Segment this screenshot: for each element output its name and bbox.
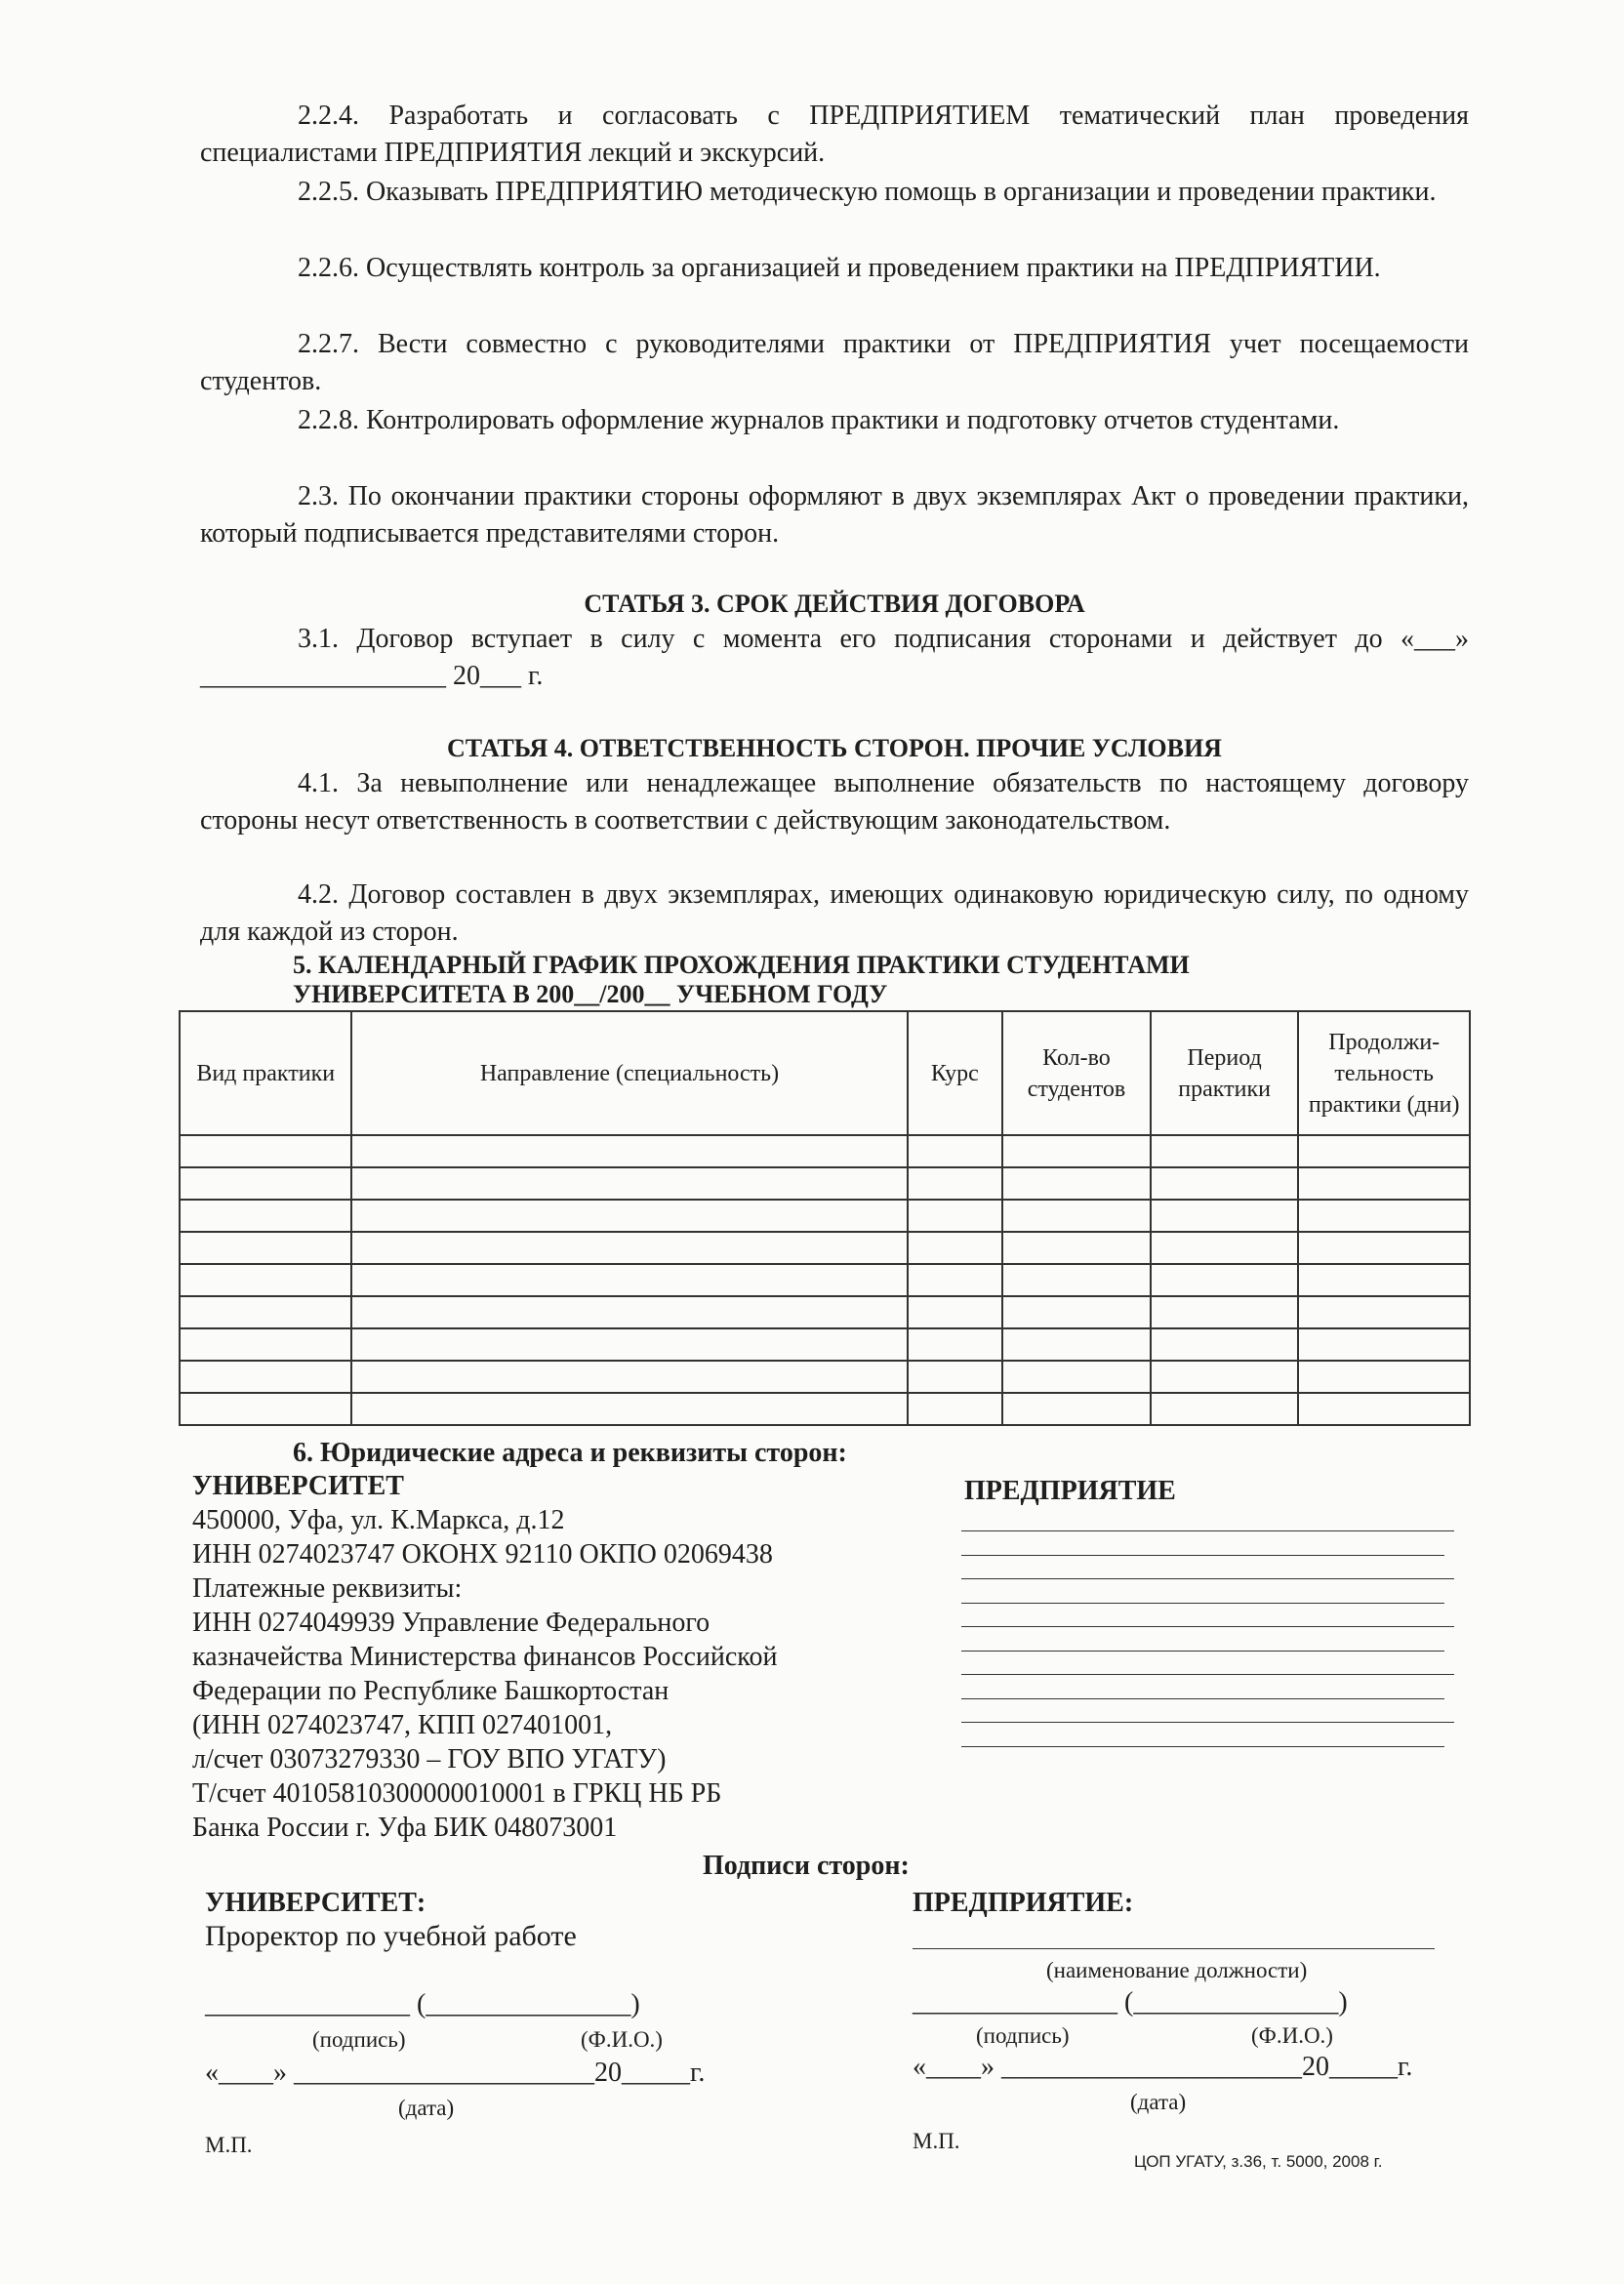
table-cell <box>351 1328 907 1361</box>
table-cell <box>1151 1200 1299 1232</box>
column-header: Направление (специальность) <box>351 1011 907 1135</box>
table-row <box>180 1296 1470 1328</box>
table-row <box>180 1135 1470 1167</box>
table-row <box>180 1264 1470 1296</box>
blank-line <box>961 1746 1444 1747</box>
enterprise-stamp-place: М.П. <box>913 2129 960 2153</box>
blank-line <box>961 1698 1444 1699</box>
section-5-heading-line1: 5. КАЛЕНДАРНЫЙ ГРАФИК ПРОХОЖДЕНИЯ ПРАКТИКИ СТУДЕНТАМИ <box>293 951 1190 979</box>
clause-number: 4.1. <box>298 768 339 798</box>
table-cell <box>351 1296 907 1328</box>
clause-number: 2.2.6. <box>298 253 359 283</box>
table-row <box>180 1328 1470 1361</box>
table-cell <box>351 1264 907 1296</box>
enterprise-signature-line: _______________ (_______________) <box>913 1987 1348 2018</box>
clause-4-1 <box>200 765 1469 839</box>
clause-4-2 <box>200 877 1469 951</box>
clause-2-2-5 <box>200 174 1469 211</box>
university-position: Проректор по учебной работе <box>205 1920 577 1952</box>
enterprise-position-line <box>913 1948 1435 1949</box>
requisite-line: Т/счет 40105810300000010001 в ГРКЦ НБ РБ <box>192 1778 722 1809</box>
enterprise-label: ПРЕДПРИЯТИЕ <box>964 1476 1176 1506</box>
table-cell <box>908 1328 1003 1361</box>
table-cell <box>1151 1328 1299 1361</box>
table-cell <box>1298 1393 1470 1425</box>
clause-2-3 <box>200 478 1469 552</box>
table-cell <box>180 1167 351 1200</box>
blank-line <box>961 1651 1444 1652</box>
table-cell <box>908 1135 1003 1167</box>
requisite-line: (ИНН 0274023747, КПП 027401001, <box>192 1710 613 1740</box>
article-4-heading: СТАТЬЯ 4. ОТВЕТСТВЕННОСТЬ СТОРОН. ПРОЧИЕ УСЛОВИЯ <box>447 734 1222 762</box>
table-cell <box>1151 1393 1299 1425</box>
clause-number: 3.1. <box>298 624 339 654</box>
requisite-line: Банка России г. Уфа БИК 048073001 <box>192 1813 618 1843</box>
table-cell <box>908 1232 1003 1264</box>
blank-line <box>961 1722 1454 1723</box>
university-requisites <box>192 1469 777 1845</box>
table-row <box>180 1361 1470 1393</box>
signature-enterprise-label: ПРЕДПРИЯТИЕ: <box>913 1888 1134 1918</box>
table-cell <box>1002 1393 1151 1425</box>
table-cell <box>1298 1167 1470 1200</box>
section-5-heading-line2: УНИВЕРСИТЕТА В 200__/200__ УЧЕБНОМ ГОДУ <box>293 980 888 1008</box>
print-footnote: ЦОП УГАТУ, з.36, т. 5000, 2008 г. <box>1134 2152 1383 2171</box>
clause-text: Разработать и согласовать с ПРЕДПРИЯТИЕМ тематический план проведения специалистами ПРЕДПРИЯТИЯ лекций и экскурсий. <box>200 101 1470 168</box>
requisite-line: 450000, Уфа, ул. К.Маркса, д.12 <box>192 1505 565 1535</box>
table-cell <box>180 1135 351 1167</box>
clause-text: Оказывать ПРЕДПРИЯТИЮ методическую помощь в организации и проведении практики. <box>366 177 1437 207</box>
table-cell <box>351 1135 907 1167</box>
clause-number: 2.2.4. <box>298 101 359 131</box>
clause-2-2-8 <box>200 402 1469 439</box>
table-cell <box>1298 1135 1470 1167</box>
blank-line <box>961 1530 1454 1531</box>
table-cell <box>1298 1361 1470 1393</box>
clause-text: Вести совместно с руководителями практики от ПРЕДПРИЯТИЯ учет посещаемости студентов. <box>200 329 1469 396</box>
table-cell <box>1298 1328 1470 1361</box>
table-cell <box>1298 1200 1470 1232</box>
clause-2-2-6 <box>200 250 1469 287</box>
table-cell <box>1002 1264 1151 1296</box>
signature-university-label: УНИВЕРСИТЕТ: <box>205 1888 426 1918</box>
table-cell <box>908 1361 1003 1393</box>
table-cell <box>1002 1135 1151 1167</box>
table-cell <box>180 1328 351 1361</box>
clause-text: Договор составлен в двух экземплярах, имеющих одинаковую юридическую силу, по одному для каждой из сторон. <box>200 879 1470 947</box>
column-header: Период практики <box>1151 1011 1299 1135</box>
clause-text: Договор вступает в силу с момента его подписания сторонами и действует до «___» __________________ 20___ г. <box>200 624 1470 691</box>
university-stamp-place: М.П. <box>205 2133 253 2157</box>
table-cell <box>1298 1264 1470 1296</box>
table-cell <box>1298 1296 1470 1328</box>
table-cell <box>351 1200 907 1232</box>
clause-number: 2.2.5. <box>298 177 359 207</box>
article-3-heading: СТАТЬЯ 3. СРОК ДЕЙСТВИЯ ДОГОВОРА <box>584 590 1085 618</box>
table-cell <box>180 1296 351 1328</box>
blank-line <box>961 1674 1454 1675</box>
blank-line <box>961 1555 1444 1556</box>
blank-line <box>961 1578 1454 1579</box>
requisite-line: ИНН 0274023747 ОКОНХ 92110 ОКПО 02069438 <box>192 1539 773 1570</box>
table-header-row <box>180 1011 1470 1135</box>
requisite-line: Федерации по Республике Башкортостан <box>192 1676 670 1706</box>
table-cell <box>1151 1232 1299 1264</box>
blank-line <box>961 1626 1454 1627</box>
table-cell <box>351 1361 907 1393</box>
requisite-line: л/счет 03073279330 – ГОУ ВПО УГАТУ) <box>192 1744 667 1774</box>
table-cell <box>1151 1264 1299 1296</box>
enterprise-date-caption: (дата) <box>1130 2090 1187 2114</box>
table-cell <box>1298 1232 1470 1264</box>
clause-2-2-4 <box>200 98 1469 172</box>
table-cell <box>908 1296 1003 1328</box>
table-row <box>180 1200 1470 1232</box>
university-fio-caption: (Ф.И.О.) <box>581 2027 663 2052</box>
blank-line <box>961 1603 1444 1604</box>
column-header: Кол-во студентов <box>1002 1011 1151 1135</box>
column-header: Вид практики <box>180 1011 351 1135</box>
table-cell <box>908 1393 1003 1425</box>
table-cell <box>1002 1328 1151 1361</box>
requisite-line: казначейства Министерства финансов Российской <box>192 1642 778 1672</box>
schedule-table <box>179 1010 1471 1426</box>
table-cell <box>180 1264 351 1296</box>
signatures-heading: Подписи сторон: <box>703 1851 910 1881</box>
clause-text: Осуществлять контроль за организацией и проведением практики на ПРЕДПРИЯТИИ. <box>366 253 1381 283</box>
clause-number: 4.2. <box>298 879 339 910</box>
table-cell <box>351 1167 907 1200</box>
clause-text: Контролировать оформление журналов практики и подготовку отчетов студентами. <box>366 405 1340 435</box>
clause-number: 2.3. <box>298 481 339 511</box>
university-date-caption: (дата) <box>398 2096 455 2120</box>
table-cell <box>1151 1361 1299 1393</box>
section-6-heading: 6. Юридические адреса и реквизиты сторон: <box>293 1438 847 1468</box>
clause-3-1 <box>200 621 1469 695</box>
table-row <box>180 1232 1470 1264</box>
table-cell <box>1151 1296 1299 1328</box>
table-body <box>180 1135 1470 1425</box>
clause-text: По окончании практики стороны оформляют в двух экземплярах Акт о проведении практики, который подписывается представителями сторон. <box>200 481 1470 549</box>
table-cell <box>180 1232 351 1264</box>
table-cell <box>1002 1200 1151 1232</box>
enterprise-position-caption: (наименование должности) <box>1046 1958 1308 1982</box>
table-cell <box>1151 1167 1299 1200</box>
clause-2-2-7 <box>200 326 1469 400</box>
university-signature-caption: (подпись) <box>312 2027 406 2052</box>
table-cell <box>180 1393 351 1425</box>
table-cell <box>351 1232 907 1264</box>
column-header: Продолжи-тельность практики (дни) <box>1298 1011 1470 1135</box>
enterprise-signature-caption: (подпись) <box>976 2023 1070 2048</box>
table-row <box>180 1167 1470 1200</box>
table-cell <box>1002 1361 1151 1393</box>
table-cell <box>351 1393 907 1425</box>
table-row <box>180 1393 1470 1425</box>
university-signature-line: _______________ (_______________) <box>205 1989 640 2019</box>
column-header: Курс <box>908 1011 1003 1135</box>
table-cell <box>908 1264 1003 1296</box>
university-label: УНИВЕРСИТЕТ <box>192 1471 404 1501</box>
requisite-line: Платежные реквизиты: <box>192 1573 463 1604</box>
table-cell <box>1002 1167 1151 1200</box>
clause-number: 2.2.8. <box>298 405 359 435</box>
table-cell <box>908 1200 1003 1232</box>
table-cell <box>1002 1232 1151 1264</box>
enterprise-fio-caption: (Ф.И.О.) <box>1251 2023 1333 2048</box>
clause-number: 2.2.7. <box>298 329 359 359</box>
table-cell <box>180 1361 351 1393</box>
table-cell <box>180 1200 351 1232</box>
enterprise-date-line: «____» ______________________20_____г. <box>913 2052 1413 2082</box>
clause-text: За невыполнение или ненадлежащее выполнение обязательств по настоящему договору стороны несут ответственность в соответствии с действующим законодательством. <box>200 768 1470 836</box>
university-date-line: «____» ______________________20_____г. <box>205 2058 706 2088</box>
table-cell <box>1151 1135 1299 1167</box>
requisite-line: ИНН 0274049939 Управление Федерального <box>192 1608 710 1638</box>
table-cell <box>1002 1296 1151 1328</box>
table-cell <box>908 1167 1003 1200</box>
